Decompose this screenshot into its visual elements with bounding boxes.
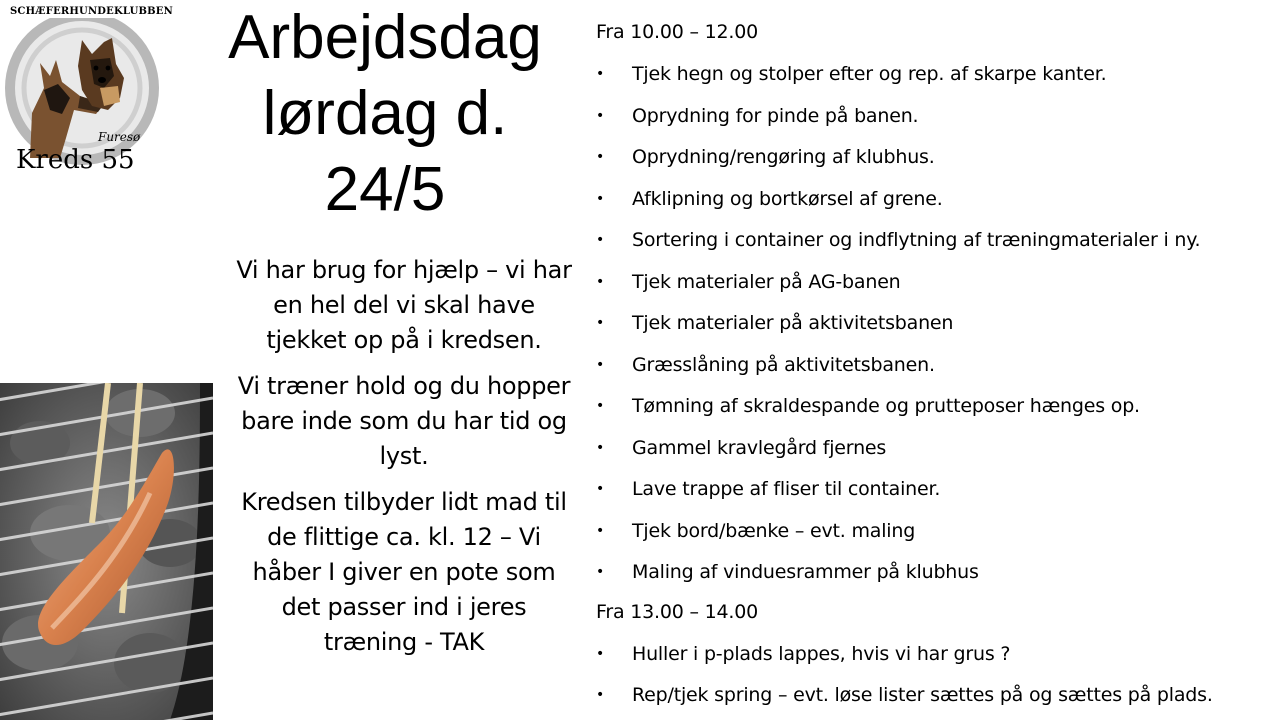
task-text: Tjek bord/bænke – evt. maling bbox=[632, 519, 916, 542]
bullet-icon: • bbox=[596, 439, 605, 456]
logo-place-name: Furesø bbox=[98, 130, 141, 144]
bullet-icon: • bbox=[596, 687, 605, 703]
list-item bbox=[596, 137, 1266, 179]
list-item bbox=[596, 96, 1266, 138]
bullet-icon: • bbox=[596, 273, 605, 290]
task-list-panel bbox=[596, 14, 1266, 717]
task-text: Oprydning for pinde på banen. bbox=[632, 104, 919, 127]
list-item bbox=[596, 345, 1266, 387]
list-item bbox=[596, 428, 1266, 470]
bullet-icon: • bbox=[596, 107, 605, 124]
task-text: Lave trappe af fliser til container. bbox=[632, 478, 941, 500]
list-item bbox=[596, 220, 1266, 262]
intro-text bbox=[232, 253, 576, 671]
bullet-icon: • bbox=[596, 315, 605, 331]
task-text: Tjek materialer på aktivitetsbanen bbox=[632, 312, 954, 334]
club-logo bbox=[0, 0, 173, 180]
task-list-afternoon bbox=[596, 634, 1266, 717]
bullet-icon: • bbox=[596, 66, 605, 82]
task-text: Tømning af skraldespande og prutteposer hænges op. bbox=[632, 395, 1140, 417]
logo-club-name: SCHÆFERHUNDEKLUBBEN bbox=[10, 6, 173, 17]
task-text: Gammel kravlegård fjernes bbox=[632, 436, 887, 459]
bullet-icon: • bbox=[596, 522, 605, 539]
task-text: Græsslåning på aktivitetsbanen. bbox=[632, 353, 935, 376]
page-title bbox=[195, 0, 575, 228]
session-time-label: Fra 10.00 – 12.00 bbox=[596, 21, 759, 43]
list-item bbox=[596, 262, 1266, 304]
bullet-icon: • bbox=[596, 645, 605, 662]
list-item bbox=[596, 386, 1266, 428]
bullet-icon: • bbox=[596, 564, 605, 580]
list-item bbox=[596, 552, 1266, 594]
intro-paragraph: Vi har brug for hjælp – vi har en hel del vi skal have tjekket op på i kredsen. bbox=[236, 256, 572, 354]
list-item bbox=[596, 634, 1266, 676]
title-line-2: lørdag d. bbox=[262, 79, 508, 148]
list-item bbox=[596, 179, 1266, 221]
list-item bbox=[596, 54, 1266, 96]
list-item bbox=[596, 469, 1266, 511]
list-item bbox=[596, 675, 1266, 717]
task-text: Afklipning og bortkørsel af grene. bbox=[632, 187, 943, 210]
sausage-on-grill-photo bbox=[0, 383, 213, 720]
logo-kreds: Kreds 55 bbox=[16, 145, 135, 175]
bullet-icon: • bbox=[596, 481, 605, 497]
task-text: Oprydning/rengøring af klubhus. bbox=[632, 146, 935, 168]
title-line-3: 24/5 bbox=[324, 155, 446, 224]
bullet-icon: • bbox=[596, 356, 605, 373]
title-line-1: Arbejdsdag bbox=[228, 3, 542, 72]
list-item bbox=[596, 303, 1266, 345]
session-time-label: Fra 13.00 – 14.00 bbox=[596, 600, 759, 623]
task-text: Maling af vinduesrammer på klubhus bbox=[632, 561, 979, 583]
task-text: Tjek hegn og stolper efter og rep. af skarpe kanter. bbox=[632, 63, 1107, 85]
bullet-icon: • bbox=[596, 398, 605, 414]
bullet-icon: • bbox=[596, 190, 605, 207]
bullet-icon: • bbox=[596, 149, 605, 165]
intro-paragraph: Kredsen tilbyder lidt mad til de flittige ca. kl. 12 – Vi håber I giver en pote som det passer ind i jeres træning - TAK bbox=[241, 488, 567, 656]
intro-paragraph: Vi træner hold og du hopper bare inde som du har tid og lyst. bbox=[237, 372, 571, 470]
task-text: Rep/tjek spring – evt. løse lister sættes på og sættes på plads. bbox=[632, 684, 1213, 706]
bullet-icon: • bbox=[596, 232, 605, 248]
list-item bbox=[596, 511, 1266, 553]
task-text: Tjek materialer på AG-banen bbox=[632, 270, 901, 293]
task-text: Huller i p-plads lappes, hvis vi har grus ? bbox=[632, 642, 1011, 665]
task-text: Sortering i container og indflytning af træningmaterialer i ny. bbox=[632, 229, 1201, 251]
task-list-morning bbox=[596, 54, 1266, 594]
